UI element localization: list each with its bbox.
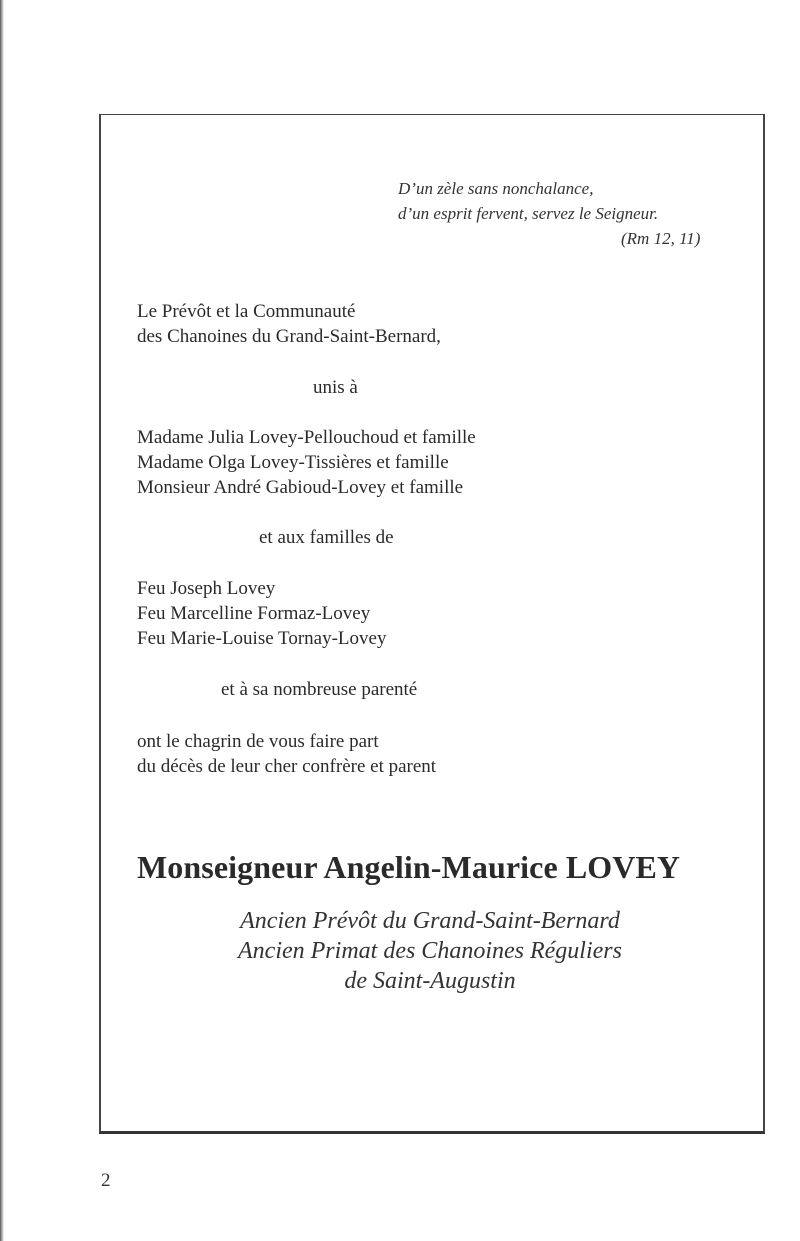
connector-families: et aux familles de: [259, 527, 394, 548]
epigraph-reference: (Rm 12, 11): [621, 229, 701, 248]
epigraph-line-1: D’un zèle sans nonchalance,: [398, 179, 594, 198]
title-line-3: de Saint-Augustin: [344, 968, 516, 994]
announcement-line-1: ont le chagrin de vous faire part: [137, 731, 379, 752]
deceased-line-3: Feu Marie-Louise Tornay-Lovey: [137, 628, 387, 649]
title-line-1: Ancien Prévôt du Grand-Saint-Bernard: [240, 908, 620, 934]
page-number: 2: [101, 1170, 111, 1191]
connector-united: unis à: [313, 377, 358, 398]
deceased-line-2: Feu Marcelline Formaz-Lovey: [137, 603, 371, 624]
family-line-2: Madame Olga Lovey-Tissières et famille: [137, 452, 449, 473]
announcers-line-2: des Chanoines du Grand-Saint-Bernard,: [137, 326, 441, 347]
family-line-1: Madame Julia Lovey-Pellouchoud et famille: [137, 427, 476, 448]
family-line-3: Monsieur André Gabioud-Lovey et famille: [137, 477, 464, 498]
connector-relatives: et à sa nombreuse parenté: [221, 679, 418, 700]
announcers-line-1: Le Prévôt et la Communauté: [137, 301, 356, 322]
announcement-line-2: du décès de leur cher confrère et parent: [137, 756, 437, 777]
deceased-name: Monseigneur Angelin-Maurice LOVEY: [137, 849, 681, 885]
deceased-line-1: Feu Joseph Lovey: [137, 578, 276, 599]
book-spine-shadow: [0, 0, 4, 1241]
epigraph-line-2: d’un esprit fervent, servez le Seigneur.: [398, 204, 659, 223]
title-line-2: Ancien Primat des Chanoines Réguliers: [238, 938, 622, 964]
